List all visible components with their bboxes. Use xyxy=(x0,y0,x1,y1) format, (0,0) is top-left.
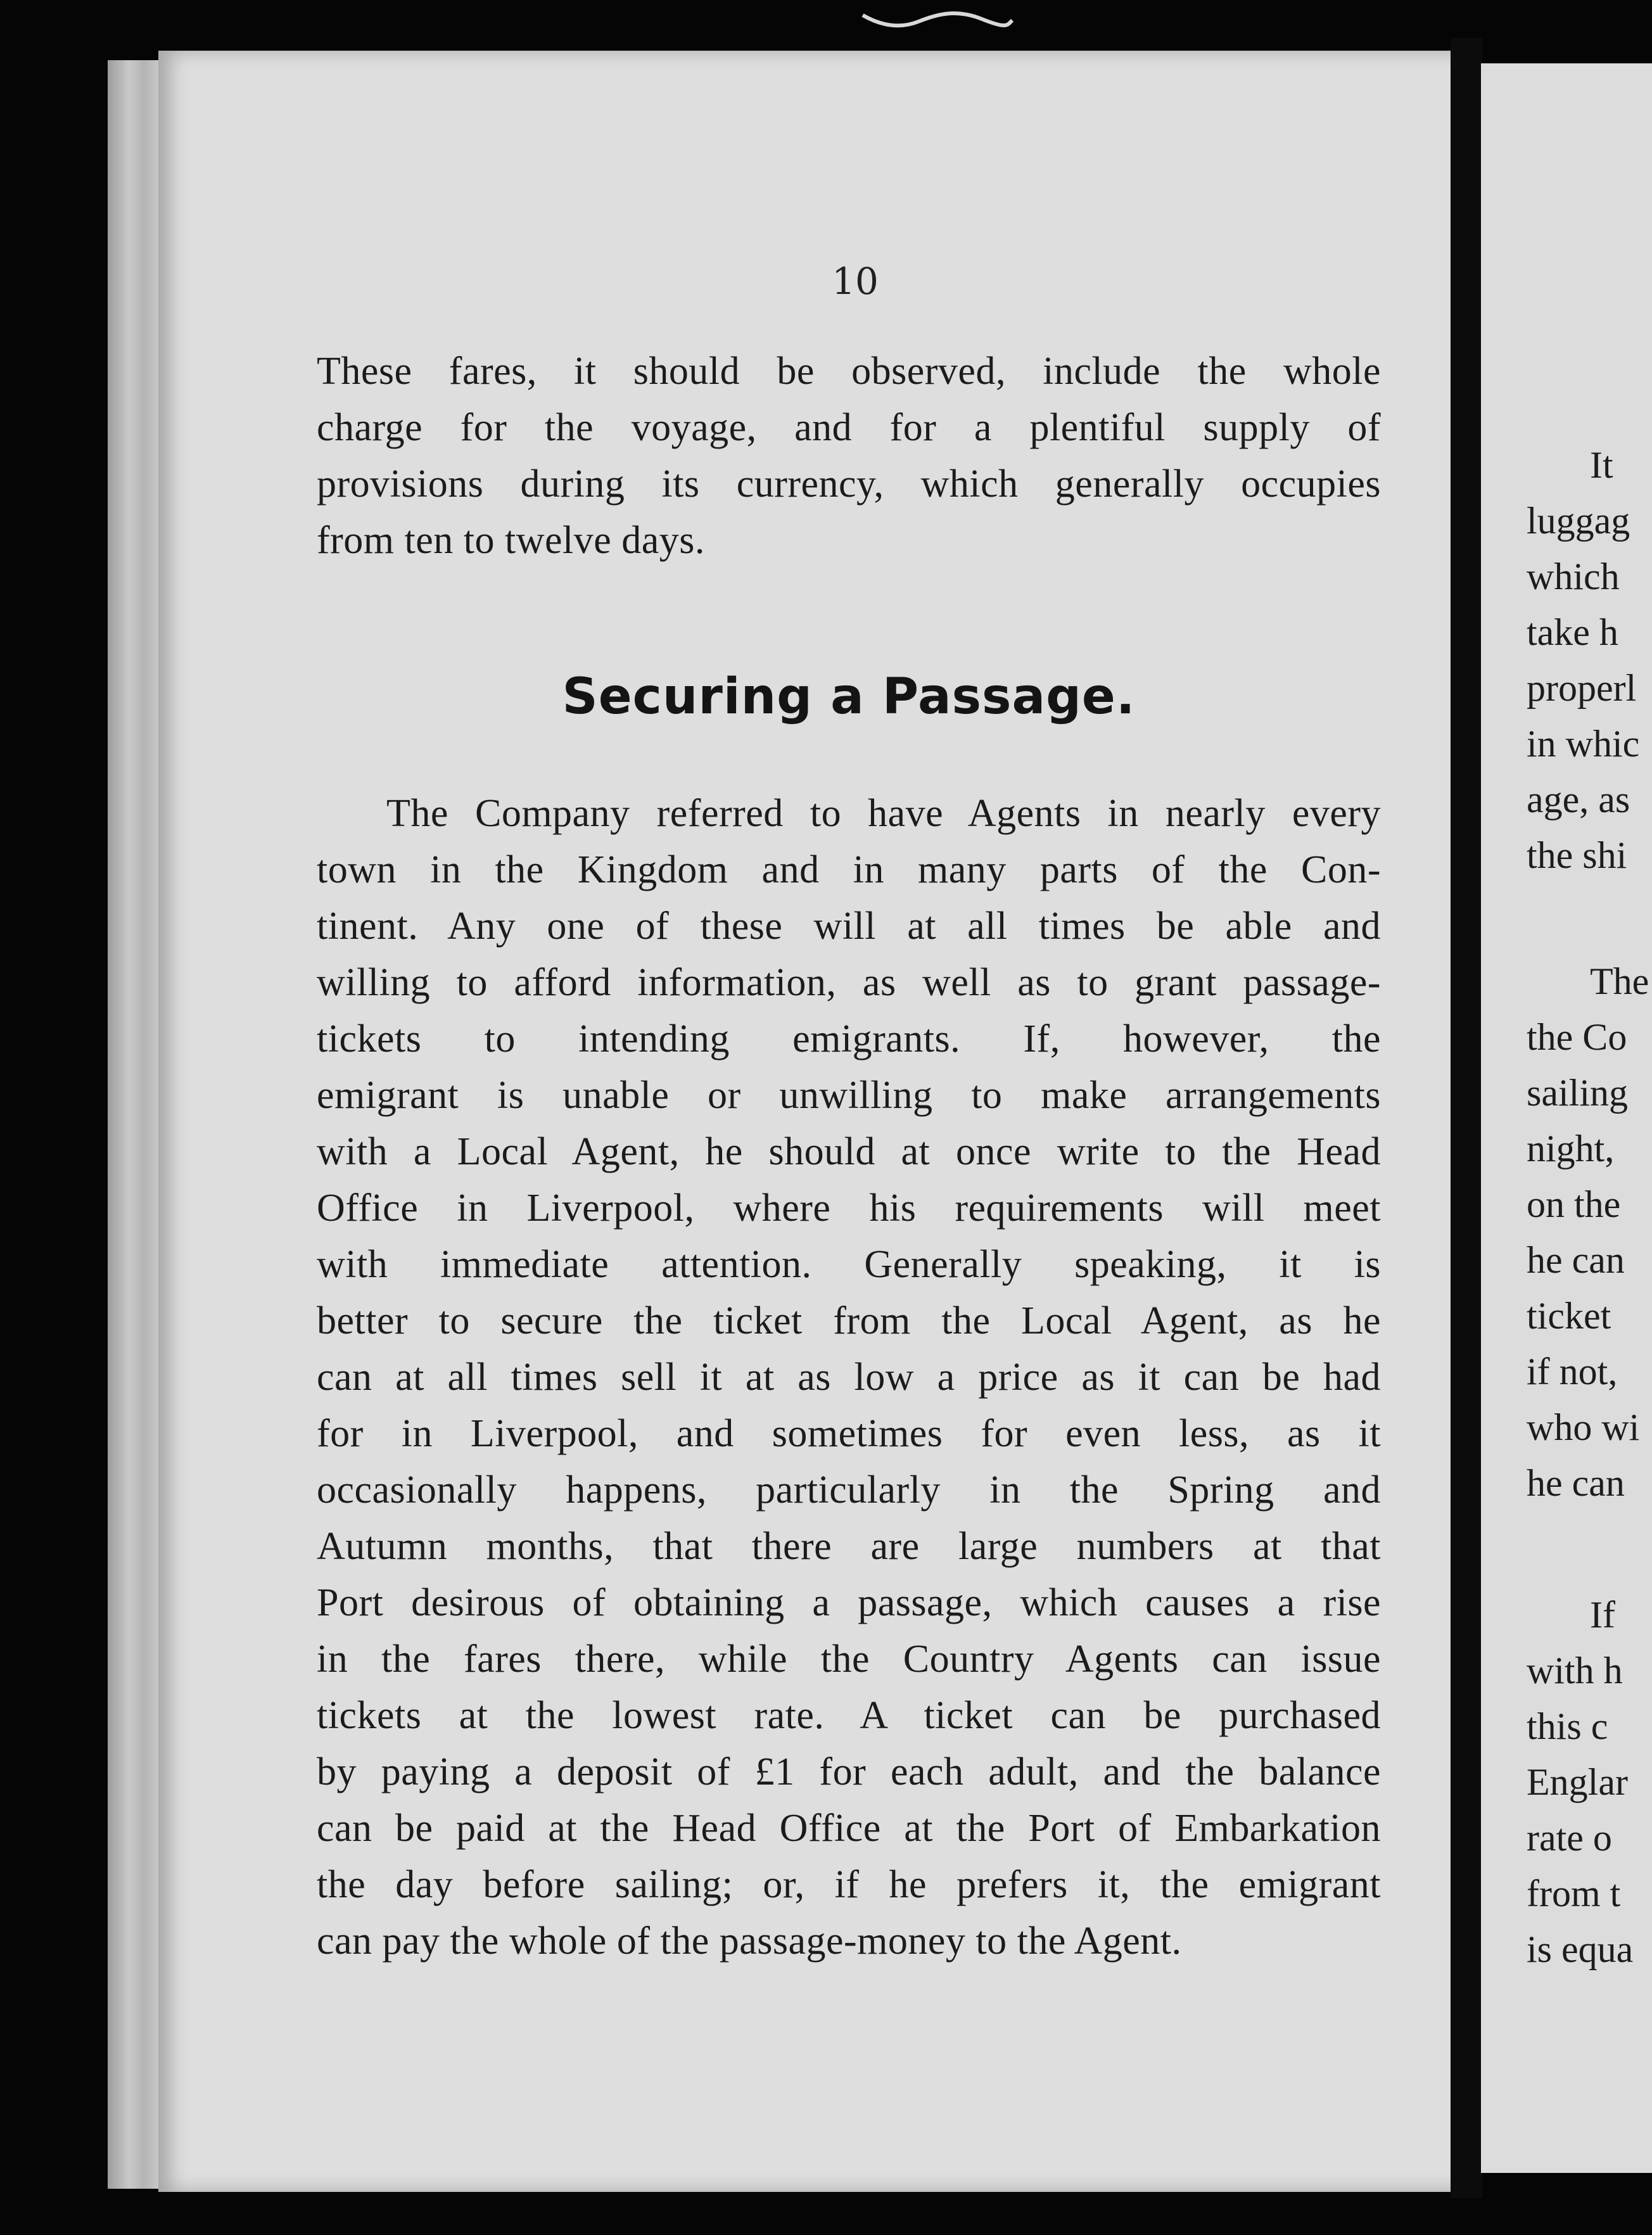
facing-text-line: with h xyxy=(1527,1650,1623,1691)
facing-text-line: sailing xyxy=(1527,1072,1628,1114)
text-line: Office in Liverpool, where his requirements will meet xyxy=(317,1187,1381,1230)
facing-text-line: who wi xyxy=(1527,1406,1640,1448)
text-line: These fares, it should be observed, include the whole xyxy=(317,350,1381,393)
text-line: with a Local Agent, he should at once write to the Head xyxy=(317,1130,1381,1173)
text-line: town in the Kingdom and in many parts of the Con- xyxy=(317,848,1381,891)
facing-text-line: It xyxy=(1590,444,1613,486)
text-line: the day before sailing; or, if he prefers it, the emigrant xyxy=(317,1863,1381,1906)
facing-text-line: ticket xyxy=(1527,1295,1611,1337)
facing-text-line: is equa xyxy=(1527,1928,1634,1970)
text-line: from ten to twelve days. xyxy=(317,519,705,562)
text-line: occasionally happens, particularly in the Spring and xyxy=(317,1468,1381,1512)
facing-page-block-b xyxy=(1527,953,1652,1511)
text-line: provisions during its currency, which generally occupies xyxy=(317,462,1381,506)
text-line: Port desirous of obtaining a passage, which causes a rise xyxy=(317,1581,1381,1624)
text-line: can be paid at the Head Office at the Port of Embarkation xyxy=(317,1807,1381,1850)
facing-text-line: on the xyxy=(1527,1183,1621,1225)
text-line: Autumn months, that there are large numbers at that xyxy=(317,1525,1381,1568)
facing-text-line: properl xyxy=(1527,667,1637,709)
text-line: with immediate attention. Generally speaking, it is xyxy=(317,1243,1381,1286)
facing-text-line: rate o xyxy=(1527,1817,1612,1859)
facing-text-line: The xyxy=(1590,960,1649,1002)
facing-page-block-a xyxy=(1527,437,1652,883)
facing-text-line: he can xyxy=(1527,1239,1625,1281)
facing-text-line: this c xyxy=(1527,1705,1608,1747)
text-line: tinent. Any one of these will at all times be able and xyxy=(317,905,1381,948)
facing-text-line: age, as xyxy=(1527,779,1630,820)
text-line: The Company referred to have Agents in nearly every xyxy=(386,792,1381,835)
facing-text-line: he can xyxy=(1527,1462,1625,1504)
facing-page-block-c xyxy=(1527,1587,1652,1977)
facing-text-line: which xyxy=(1527,556,1620,597)
text-line: tickets to intending emigrants. If, however, the xyxy=(317,1017,1381,1060)
section-heading: Securing a Passage. xyxy=(562,668,1136,725)
paper-scrap-mark xyxy=(861,6,1013,32)
facing-text-line: in whic xyxy=(1527,723,1640,765)
facing-text-line: Englar xyxy=(1527,1761,1628,1803)
text-line: can pay the whole of the passage-money to the Agent. xyxy=(317,1920,1182,1963)
text-line: better to secure the ticket from the Local Agent, as he xyxy=(317,1299,1381,1342)
facing-text-line: If xyxy=(1590,1594,1615,1636)
text-line: by paying a deposit of £1 for each adult, and the balance xyxy=(317,1750,1381,1793)
text-line: in the fares there, while the Country Agents can issue xyxy=(317,1638,1381,1681)
facing-text-line: night, xyxy=(1527,1128,1615,1169)
text-line: for in Liverpool, and sometimes for even less, as it xyxy=(317,1412,1381,1455)
facing-text-line: the Co xyxy=(1527,1016,1627,1058)
intro-paragraph xyxy=(317,343,1381,569)
facing-text-line: if not, xyxy=(1527,1351,1618,1392)
facing-text-line: take h xyxy=(1527,611,1618,653)
facing-text-line: luggag xyxy=(1527,500,1630,542)
text-line: can at all times sell it at as low a price as it can be had xyxy=(317,1356,1381,1399)
book-gutter xyxy=(1451,38,1482,2198)
facing-text-line: from t xyxy=(1527,1873,1621,1914)
text-line: willing to afford information, as well as to grant passage- xyxy=(317,961,1381,1004)
text-line: charge for the voyage, and for a plentiful supply of xyxy=(317,406,1381,449)
facing-text-line: the shi xyxy=(1527,834,1627,876)
page-number: 10 xyxy=(832,260,879,303)
text-line: tickets at the lowest rate. A ticket can be purchased xyxy=(317,1694,1381,1737)
text-line: emigrant is unable or unwilling to make arrangements xyxy=(317,1074,1381,1117)
body-paragraph xyxy=(317,786,1381,1970)
